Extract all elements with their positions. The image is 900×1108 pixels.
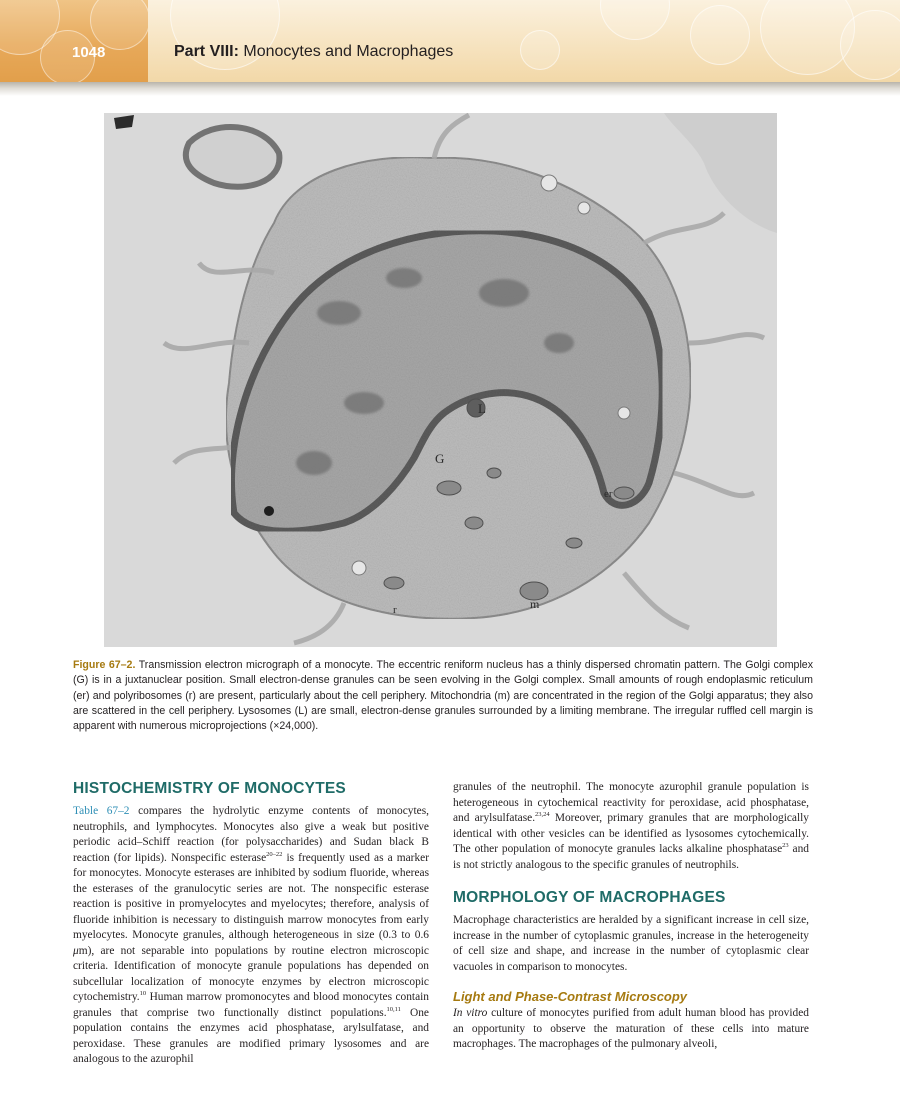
histochemistry-paragraph: Table 67–2 compares the hydrolytic enzyme contents of monocytes, neutrophils, and lymphocytes. Monocytes also give a weak but positive periodic acid–Schiff reaction (for polysaccharides) and Sudan black B reaction (for lipids). Nonspecific esterase$^{20-22}$ is frequently used as a marker for monocytes. Monocyte esterases are inhibited by sodium fluoride, whereas the esterases of the granulocytic series are not. The nonspecific esterase reaction is positive in promyelocytes and myelocytes; therefore, analysis of fluoride inhibition is necessary to distinguish marrow monocytes from early myelocytes. Monocyte granules, although heterogeneous in size (0.3 to 0.6 μm), are not separable into populations by routine electron microscopic criteria. Identification of monocyte granule populations has depended on subcellular localization of monocyte enzymes by electron microscopic cytochemistry.$^{10}$ Human marrow promonocytes and blood monocytes contain granules that comprise two functionally distinct populations.$^{10,11}$ One population contains the enzymes acid phosphatase, arylsulfatase, and peroxidase. These granules are modified primary lysosomes and are analogous to the azurophil xyxy=(73,805,430,1065)
citation: 10 xyxy=(139,990,147,998)
running-head xyxy=(174,43,453,61)
right-column xyxy=(453,780,809,1053)
light-microscopy-heading: Light and Phase-Contrast Microscopy xyxy=(453,989,688,1004)
left-column xyxy=(73,780,429,1068)
morphology-paragraph: Macrophage characteristics are heralded by a significant increase in cell size, increase in the number of cytoplasmic granules, increase in the heterogeneity of cell size and shape, and increase in the number of cytoplasmic clear vacuoles in comparison to monocytes. xyxy=(453,914,809,973)
label-golgi: G xyxy=(435,451,445,466)
figure-caption xyxy=(73,658,813,734)
histochemistry-continued: granules of the neutrophil. The monocyte azurophil granule population is heterogeneous in cytochemical reactivity for peroxidase, acid phosphatase, and arylsulfatase.$^{23,24}$ Moreover, primary granules that are morphologically identical with other vesicles can be identified as lysosomes cytochemically. The other population of monocyte granules lacks alkaline phosphatase$^{23}$ and is not strictly analogous to the specific granules of neutrophils. xyxy=(453,781,810,871)
morphology-heading: MORPHOLOGY OF MACROPHAGES xyxy=(453,889,726,906)
part-title: Monocytes and Macrophages xyxy=(243,43,454,60)
citation: 10,11 xyxy=(386,1005,401,1013)
label-rough-er: er xyxy=(604,488,613,500)
page-number: 1048 xyxy=(72,44,106,61)
citation: 23 xyxy=(782,842,789,850)
figure-label: Figure 67–2. xyxy=(73,659,136,671)
part-label: Part VIII: xyxy=(174,43,239,60)
histochemistry-heading: HISTOCHEMISTRY OF MONOCYTES xyxy=(73,780,346,797)
label-mitochondria: m xyxy=(530,597,540,611)
header-divider xyxy=(0,82,900,96)
electron-micrograph xyxy=(104,113,777,647)
table-link[interactable]: Table 67–2 xyxy=(73,805,130,817)
caption-text: Transmission electron micrograph of a monocyte. The eccentric reniform nucleus has a thinly dispersed chromatin pattern. The Golgi complex (G) is in a juxtanuclear position. Small electron-dense granules can be seen evolving in the Golgi complex. Small amounts of rough endoplasmic reticulum (er) and polyribosomes (r) are present, particularly about the cell periphery. Mitochondria (m) are concentrated in the region of the Golgi apparatus; they also are scattered in the cell periphery. Lysosomes (L) are small, electron-dense granules surrounded by a limiting membrane. The irregular ruffled cell margin is apparent with numerous microprojections (×24,000). xyxy=(73,659,813,733)
label-polyribosomes: r xyxy=(393,604,397,616)
citation: 20–22 xyxy=(266,850,283,858)
light-microscopy-paragraph: In vitro culture of monocytes purified from adult human blood has provided an opportunity to observe the maturation of these cells into mature macrophages. The macrophages of the pulmonary alveoli, xyxy=(453,1007,809,1050)
label-lysosome: L xyxy=(478,401,486,416)
page-number-tab xyxy=(0,0,148,82)
citation: 23,24 xyxy=(535,811,550,819)
